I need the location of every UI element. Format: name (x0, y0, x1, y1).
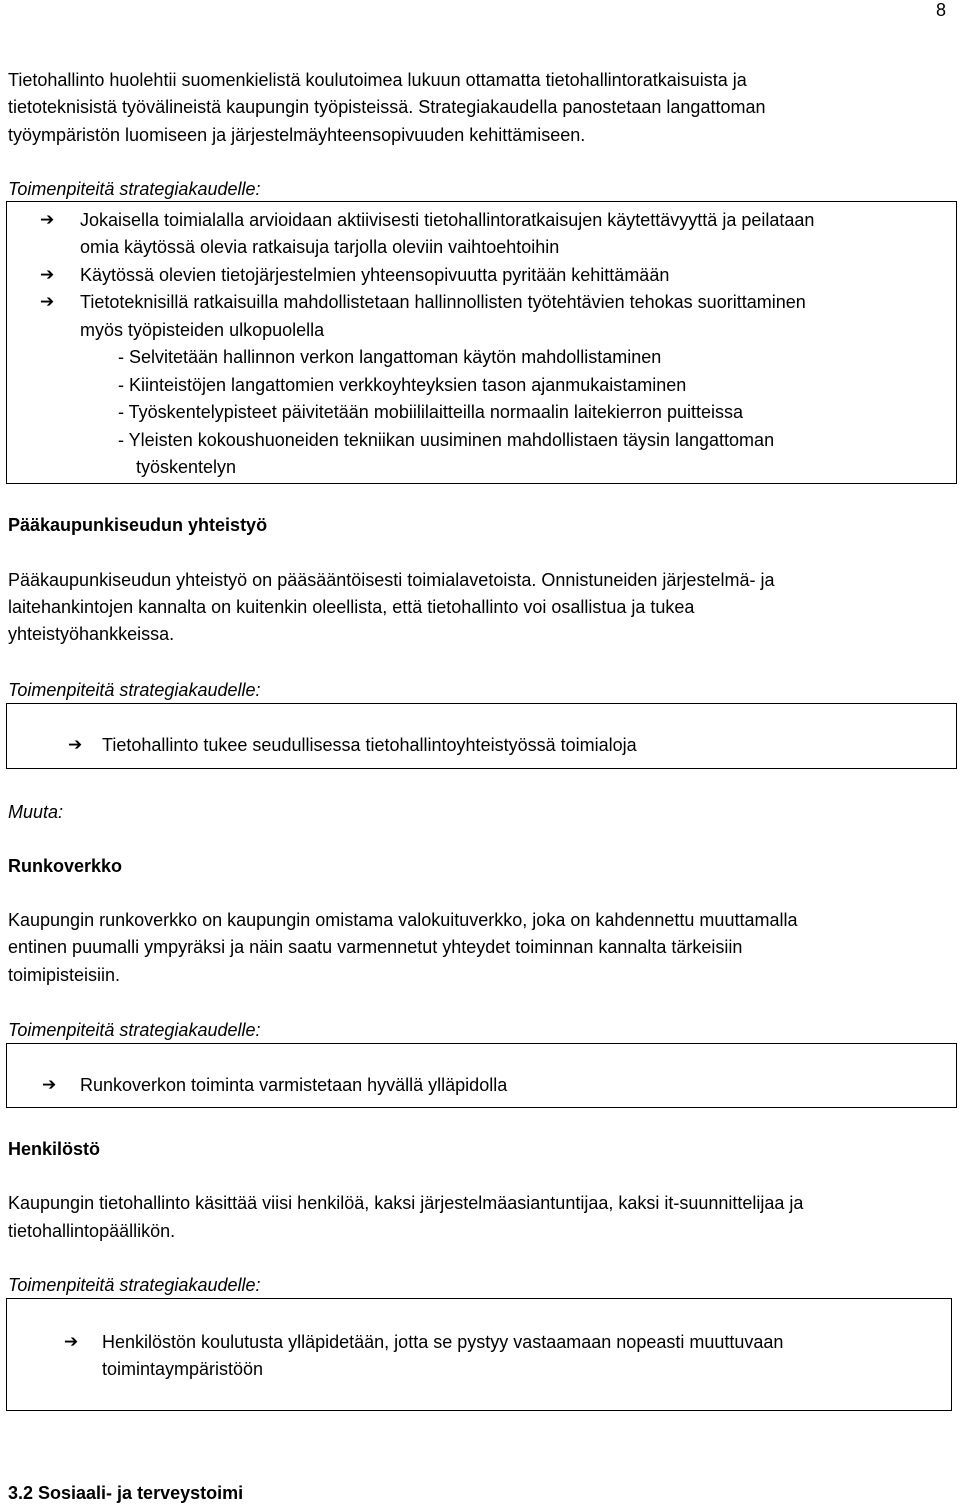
intro-line: työympäristön luomiseen ja järjestelmäyhteensopivuuden kehittämiseen. (8, 125, 586, 145)
sub-item: - Työskentelypisteet päivitetään mobiililaitteilla normaalin laitekierron puitteissa (118, 402, 743, 422)
page-number: 8 (935, 0, 946, 20)
measures-label: Toimenpiteitä strategiakaudelle: (8, 680, 261, 700)
paragraph-line: tietohallintopäällikön. (8, 1221, 176, 1241)
bullet-text: myös työpisteiden ulkopuolella (80, 320, 325, 340)
paragraph-line: yhteistyöhankkeissa. (8, 624, 175, 644)
measures-label: Toimenpiteitä strategiakaudelle: (8, 179, 261, 199)
bullet-text: toimintaympäristöön (102, 1359, 264, 1379)
sub-item: työskentelyn (136, 457, 237, 477)
paragraph-line: entinen puumalli ympyräksi ja näin saatu varmennetut yhteydet toiminnan kannalta tärkeisiin (8, 937, 743, 957)
section-heading: Henkilöstö (8, 1139, 101, 1159)
chapter-heading: 3.2 Sosiaali- ja terveystoimi (8, 1483, 244, 1503)
arrow-icon: ➔ (40, 265, 55, 284)
bullet-text: Runkoverkon toiminta varmistetaan hyvällä ylläpidolla (80, 1075, 508, 1095)
paragraph-line: Kaupungin tietohallinto käsittää viisi henkilöä, kaksi järjestelmäasiantuntijaa, kaksi it-suunnittelijaa ja (8, 1193, 804, 1213)
paragraph-line: laitehankintojen kannalta on kuitenkin oleellista, että tietohallinto voi osallistua ja tukea (8, 597, 695, 617)
bullet-text: Käytössä olevien tietojärjestelmien yhteensopivuutta pyritään kehittämään (80, 265, 670, 285)
measures-box (6, 1298, 952, 1411)
bullet-text: omia käytössä olevia ratkaisuja tarjolla oleviin vaihtoehtoihin (80, 237, 560, 257)
measures-label: Toimenpiteitä strategiakaudelle: (8, 1275, 261, 1295)
intro-line: tietoteknisistä työvälineistä kaupungin työpisteissä. Strategiakaudella panostetaan langattoman (8, 97, 766, 117)
measures-label: Toimenpiteitä strategiakaudelle: (8, 1020, 261, 1040)
sub-item: - Yleisten kokoushuoneiden tekniikan uusiminen mahdollistaen täysin langattoman (118, 430, 775, 450)
other-label: Muuta: (8, 802, 64, 822)
bullet-text: Jokaisella toimialalla arvioidaan aktiivisesti tietohallintoratkaisujen käytettävyyttä ja peilataan (80, 210, 815, 230)
paragraph-line: Pääkaupunkiseudun yhteistyö on pääsääntöisesti toimialavetoista. Onnistuneiden järjestelmä- ja (8, 570, 775, 590)
arrow-icon: ➔ (40, 210, 55, 229)
section-heading: Runkoverkko (8, 856, 123, 876)
arrow-icon: ➔ (42, 1075, 57, 1094)
bullet-text: Tietoteknisillä ratkaisuilla mahdollistetaan hallinnollisten työtehtävien tehokas suorittaminen (80, 292, 806, 312)
section-heading: Pääkaupunkiseudun yhteistyö (8, 515, 268, 535)
arrow-icon: ➔ (64, 1332, 79, 1351)
arrow-icon: ➔ (40, 292, 55, 311)
arrow-icon: ➔ (68, 735, 83, 754)
intro-line: Tietohallinto huolehtii suomenkielistä koulutoimea lukuun ottamatta tietohallintoratkaisuista ja (8, 70, 747, 90)
bullet-text: Tietohallinto tukee seudullisessa tietohallintoyhteistyössä toimialoja (102, 735, 637, 755)
sub-item: - Selvitetään hallinnon verkon langattoman käytön mahdollistaminen (118, 347, 662, 367)
paragraph-line: Kaupungin runkoverkko on kaupungin omistama valokuituverkko, joka on kahdennettu muuttamalla (8, 910, 798, 930)
bullet-text: Henkilöstön koulutusta ylläpidetään, jotta se pystyy vastaamaan nopeasti muuttuvaan (102, 1332, 784, 1352)
paragraph-line: toimipisteisiin. (8, 965, 121, 985)
sub-item: - Kiinteistöjen langattomien verkkoyhteyksien tason ajanmukaistaminen (118, 375, 687, 395)
